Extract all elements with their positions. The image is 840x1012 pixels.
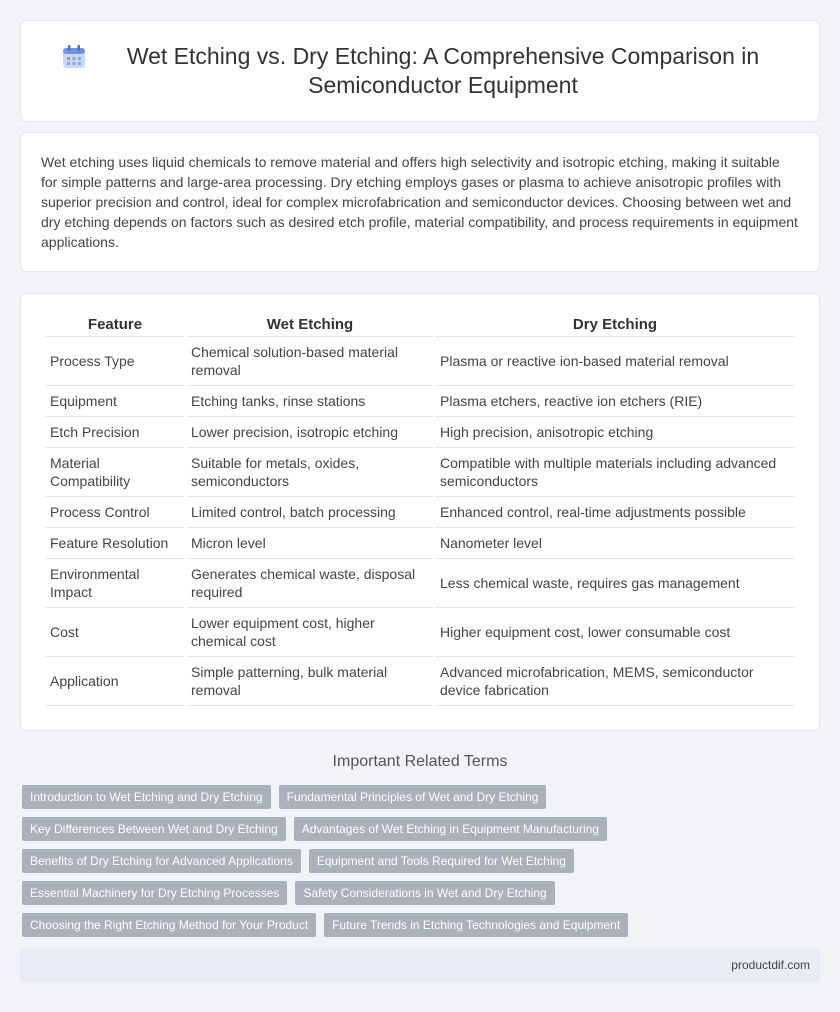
related-term-tag[interactable]: Essential Machinery for Dry Etching Processes [22, 881, 287, 905]
wet-etching-cell: Etching tanks, rinse stations [187, 386, 433, 417]
related-term-tag[interactable]: Key Differences Between Wet and Dry Etching [22, 817, 286, 841]
wet-etching-cell: Chemical solution-based material removal [187, 337, 433, 386]
dry-etching-cell: Nanometer level [436, 528, 794, 559]
wet-etching-cell: Suitable for metals, oxides, semiconductors [187, 448, 433, 497]
column-header-wet-etching: Wet Etching [187, 312, 433, 337]
table-row [46, 337, 794, 386]
table-row [46, 448, 794, 497]
comparison-table-card [20, 293, 820, 731]
wet-etching-cell: Generates chemical waste, disposal required [187, 559, 433, 608]
column-header-feature: Feature [46, 312, 184, 337]
related-terms-list [0, 785, 840, 945]
dry-etching-cell: Plasma or reactive ion-based material removal [436, 337, 794, 386]
table-row [46, 386, 794, 417]
column-header-dry-etching: Dry Etching [436, 312, 794, 337]
wet-etching-cell: Lower equipment cost, higher chemical cost [187, 608, 433, 657]
page-title: Wet Etching vs. Dry Etching: A Comprehensive Comparison in Semiconductor Equipment [126, 43, 760, 98]
dry-etching-cell: Plasma etchers, reactive ion etchers (RIE) [436, 386, 794, 417]
feature-cell: Equipment [46, 386, 184, 417]
table-row [46, 657, 794, 706]
related-term-tag[interactable]: Introduction to Wet Etching and Dry Etching [22, 785, 271, 809]
related-term-tag[interactable]: Equipment and Tools Required for Wet Etching [309, 849, 574, 873]
feature-cell: Process Control [46, 497, 184, 528]
footer-site-link[interactable]: productdif.com [731, 958, 810, 972]
dry-etching-cell: Compatible with multiple materials including advanced semiconductors [436, 448, 794, 497]
related-terms-title: Important Related Terms [332, 753, 508, 770]
feature-cell: Material Compatibility [46, 448, 184, 497]
dry-etching-cell: Enhanced control, real-time adjustments possible [436, 497, 794, 528]
wet-etching-cell: Micron level [187, 528, 433, 559]
feature-cell: Environmental Impact [46, 559, 184, 608]
related-term-tag[interactable]: Future Trends in Etching Technologies and Equipment [324, 913, 628, 937]
summary-text: Wet etching uses liquid chemicals to remove material and offers high selectivity and isotropic etching, making it suitable for simple patterns and large-area processing. Dry etching employs gases or plasma to achieve anisotropic profiles with superior precision and control, ideal for complex microfabrication and semiconductor devices. Choosing between wet and dry etching depends on factors such as desired etch profile, material compatibility, and process requirements in equipment applications. [41, 154, 798, 250]
table-row [46, 608, 794, 657]
summary-card [20, 132, 820, 272]
related-term-tag[interactable]: Advantages of Wet Etching in Equipment Manufacturing [294, 817, 607, 841]
related-term-tag[interactable]: Fundamental Principles of Wet and Dry Etching [279, 785, 547, 809]
table-row [46, 417, 794, 448]
table-row [46, 528, 794, 559]
table-header-row [46, 312, 794, 337]
dry-etching-cell: Less chemical waste, requires gas management [436, 559, 794, 608]
footer [20, 948, 820, 982]
comparison-table [43, 312, 797, 706]
table-row [46, 559, 794, 608]
dry-etching-cell: Higher equipment cost, lower consumable cost [436, 608, 794, 657]
dry-etching-cell: Advanced microfabrication, MEMS, semiconductor device fabrication [436, 657, 794, 706]
feature-cell: Etch Precision [46, 417, 184, 448]
table-row [46, 497, 794, 528]
related-term-tag[interactable]: Safety Considerations in Wet and Dry Etching [295, 881, 554, 905]
title-card [20, 20, 820, 122]
feature-cell: Application [46, 657, 184, 706]
wet-etching-cell: Simple patterning, bulk material removal [187, 657, 433, 706]
feature-cell: Process Type [46, 337, 184, 386]
feature-cell: Feature Resolution [46, 528, 184, 559]
wet-etching-cell: Lower precision, isotropic etching [187, 417, 433, 448]
related-term-tag[interactable]: Choosing the Right Etching Method for Your Product [22, 913, 316, 937]
related-term-tag[interactable]: Benefits of Dry Etching for Advanced Applications [22, 849, 301, 873]
dry-etching-cell: High precision, anisotropic etching [436, 417, 794, 448]
wet-etching-cell: Limited control, batch processing [187, 497, 433, 528]
calendar-icon [61, 44, 87, 70]
feature-cell: Cost [46, 608, 184, 657]
